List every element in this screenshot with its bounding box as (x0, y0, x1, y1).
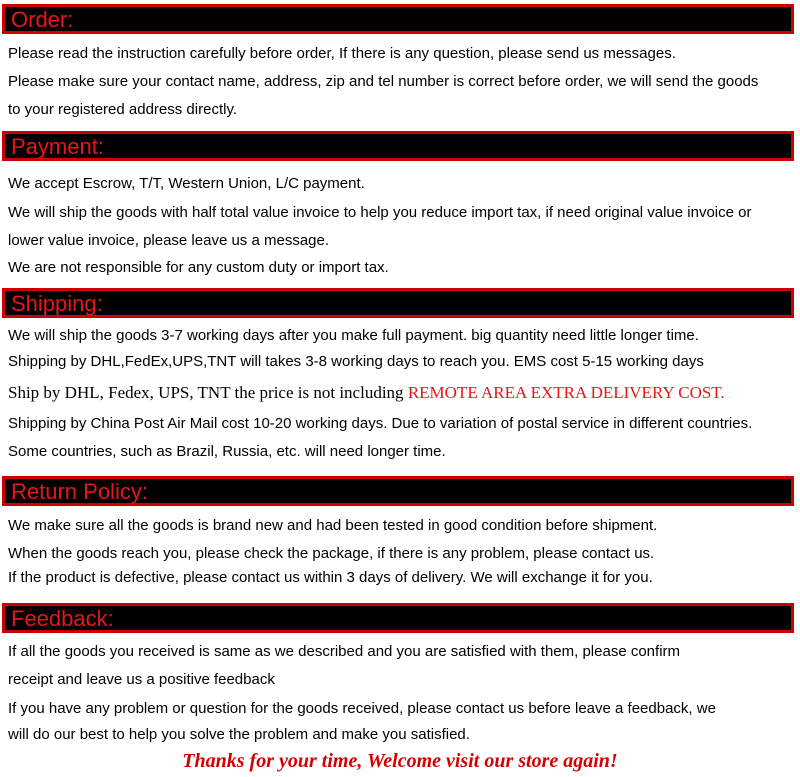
payment-line-4: We are not responsible for any custom duty or import tax. (8, 259, 389, 276)
shipping-line-2: Shipping by DHL,FedEx,UPS,TNT will takes 3-8 working days to reach you. EMS cost 5-15 working days (8, 353, 704, 370)
shipping-line-3 (8, 384, 794, 402)
feedback-title: Feedback: (11, 606, 114, 631)
shipping-line-4: Shipping by China Post Air Mail cost 10-20 working days. Due to variation of postal service in different countries. (8, 415, 753, 432)
order-header (2, 4, 794, 34)
remote-area-notice: REMOTE AREA EXTRA DELIVERY COST. (407, 383, 725, 402)
order-title: Order: (11, 7, 74, 32)
return-policy-header (2, 476, 794, 506)
feedback-header (2, 603, 794, 633)
shipping-line-1: We will ship the goods 3-7 working days after you make full payment. big quantity need little longer time. (8, 327, 699, 344)
shipping-line-5: Some countries, such as Brazil, Russia, etc. will need longer time. (8, 443, 446, 460)
payment-line-1: We accept Escrow, T/T, Western Union, L/C payment. (8, 175, 365, 192)
payment-line-2: We will ship the goods with half total value invoice to help you reduce import tax, if need original value invoice or (8, 204, 752, 221)
order-line-3: to your registered address directly. (8, 101, 237, 118)
feedback-line-2: receipt and leave us a positive feedback (8, 671, 275, 688)
feedback-line-3: If you have any problem or question for the goods received, please contact us before leave a feedback, we (8, 700, 716, 717)
feedback-line-1: If all the goods you received is same as we described and you are satisfied with them, please confirm (8, 643, 681, 660)
closing-message: Thanks for your time, Welcome visit our store again! (182, 750, 618, 772)
return-policy-line-3: If the product is defective, please contact us within 3 days of delivery. We will exchange it for you. (8, 569, 653, 586)
shipping-line-3-text: Ship by DHL, Fedex, UPS, TNT the price is not including (8, 383, 408, 402)
payment-title: Payment: (11, 134, 104, 159)
order-line-1: Please read the instruction carefully before order, If there is any question, please send us messages. (8, 45, 676, 62)
shipping-header (2, 288, 794, 318)
payment-line-3: lower value invoice, please leave us a message. (8, 232, 330, 249)
feedback-line-4: will do our best to help you solve the problem and make you satisfied. (8, 726, 470, 743)
return-policy-line-1: We make sure all the goods is brand new and had been tested in good condition before shipment. (8, 517, 658, 534)
order-line-2: Please make sure your contact name, address, zip and tel number is correct before order, we will send the goods (8, 73, 759, 90)
shipping-title: Shipping: (11, 291, 103, 316)
return-policy-line-2: When the goods reach you, please check the package, if there is any problem, please contact us. (8, 545, 655, 562)
payment-header (2, 131, 794, 161)
return-policy-title: Return Policy: (11, 479, 148, 504)
